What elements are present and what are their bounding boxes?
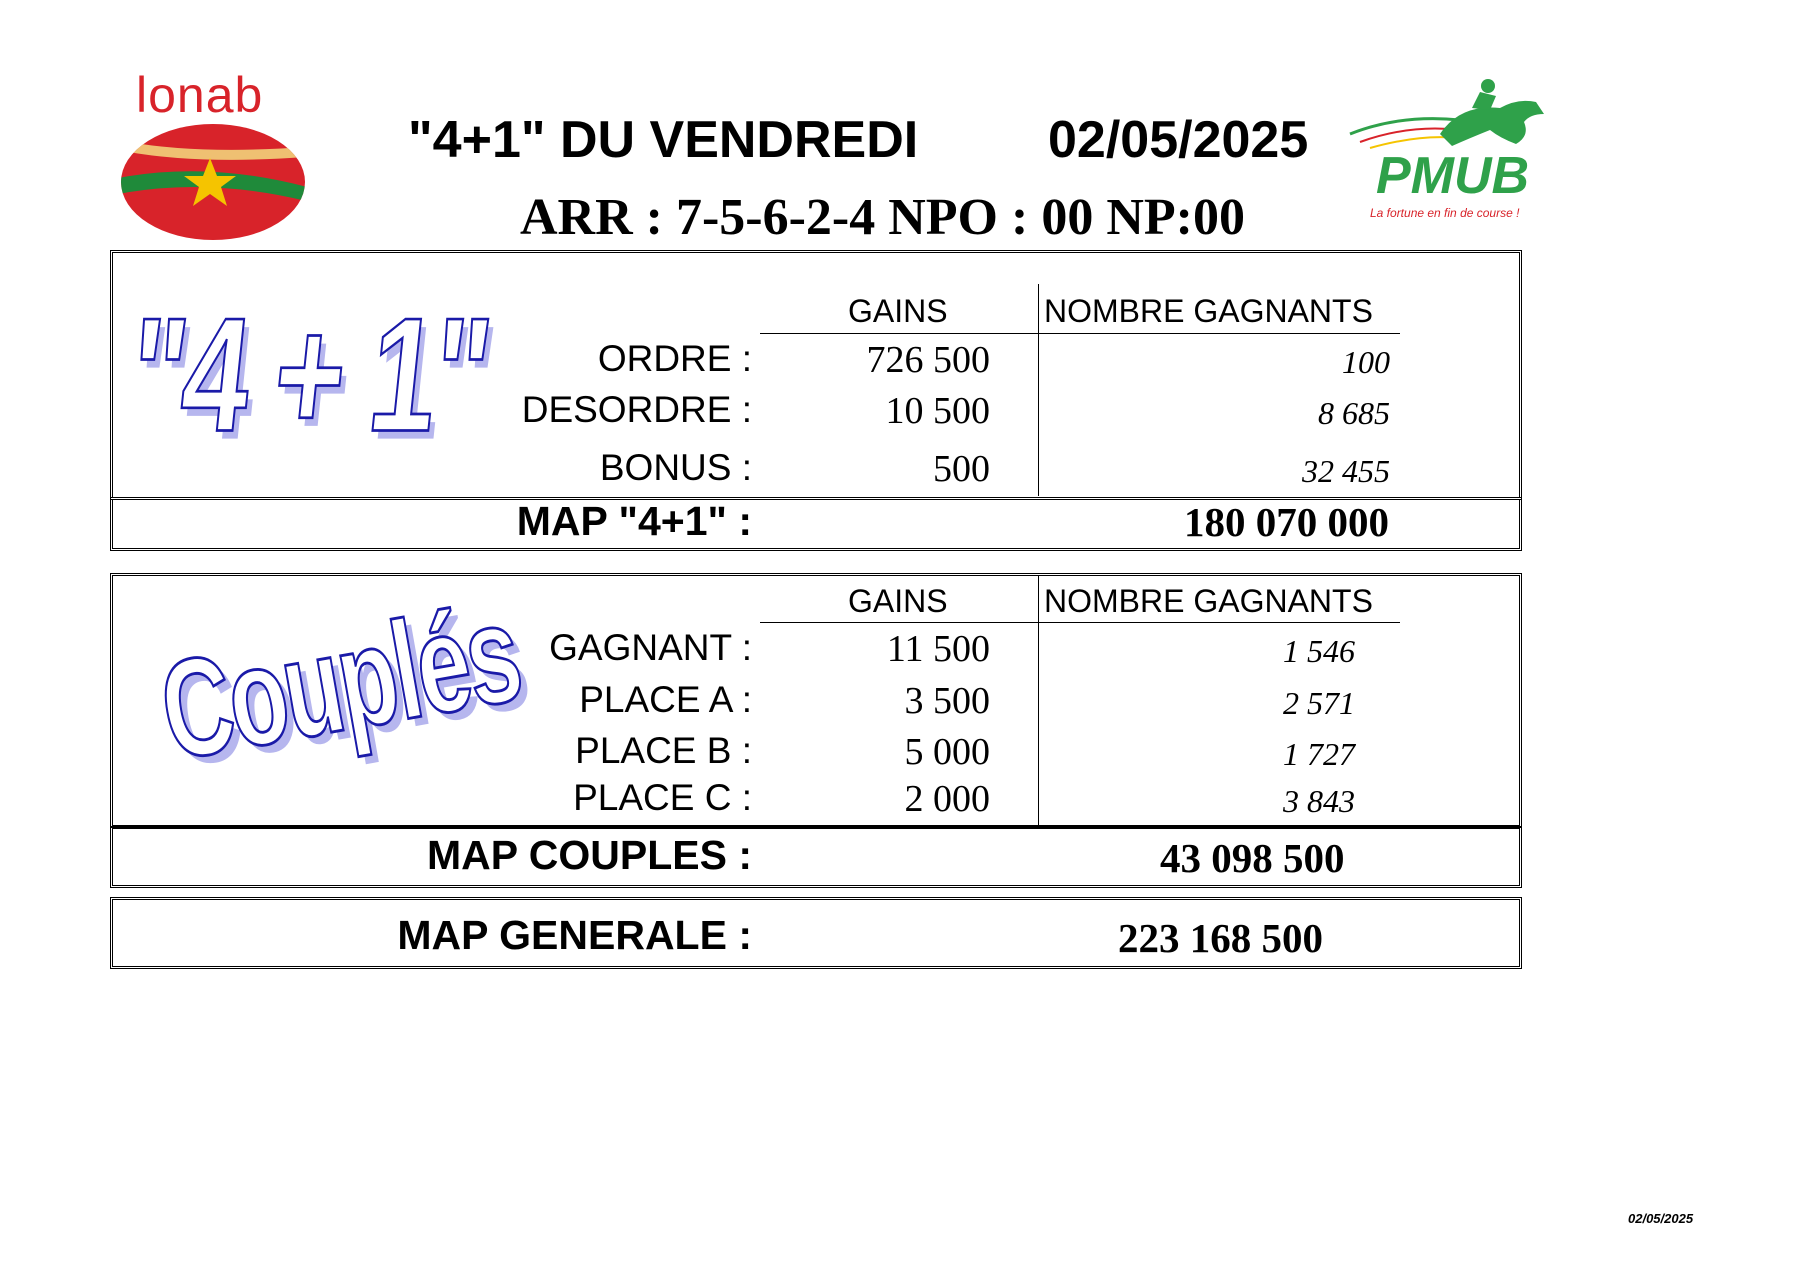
- map-4plus1-label: MAP "4+1" :: [516, 498, 752, 544]
- row-label-place-c: PLACE C :: [573, 777, 752, 818]
- draw-date: 02/05/2025: [1048, 111, 1309, 169]
- map-couples-label: MAP COUPLES :: [427, 832, 752, 878]
- row-label-ordre: ORDRE :: [597, 338, 752, 379]
- gain-desordre: 10 500: [885, 390, 990, 432]
- map-4plus1-value: 180 070 000: [1184, 499, 1389, 545]
- row-label-place-b: PLACE B :: [575, 730, 752, 771]
- column-divider: [1038, 284, 1039, 496]
- row-label-desordre: DESORDRE :: [521, 389, 752, 430]
- footer-date: 02/05/2025: [1628, 1211, 1694, 1226]
- column-divider: [1038, 576, 1039, 826]
- lonab-logo-text: lonab: [136, 67, 264, 123]
- gain-ordre: 726 500: [866, 339, 990, 381]
- header-rule: [760, 333, 1400, 334]
- nombre-place-b: 1 727: [1283, 736, 1355, 772]
- pmub-tagline: La fortune en fin de course !: [1370, 206, 1520, 220]
- gain-bonus: 500: [933, 448, 990, 490]
- gain-place-c: 2 000: [904, 778, 990, 820]
- page-title: "4+1" DU VENDREDI: [408, 111, 919, 169]
- row-label-place-a: PLACE A :: [579, 679, 752, 720]
- col-header-nombre-gagnants: NOMBRE GAGNANTS: [1044, 583, 1373, 619]
- map-generale-value: 223 168 500: [1118, 915, 1323, 961]
- pmub-logo: [1340, 74, 1560, 224]
- pmub-logo-text: PMUB: [1376, 147, 1530, 205]
- badge-4plus1: "4 + 1": [120, 284, 496, 466]
- lonab-emblem-icon: [118, 120, 318, 242]
- result-line: ARR : 7-5-6-2-4 NPO : 00 NP:00: [520, 189, 1245, 246]
- row-label-gagnant: GAGNANT :: [549, 627, 752, 668]
- nombre-place-c: 3 843: [1283, 783, 1355, 819]
- map-couples-value: 43 098 500: [1160, 835, 1345, 881]
- header-rule: [760, 622, 1400, 623]
- nombre-gagnant: 1 546: [1283, 633, 1355, 669]
- nombre-ordre: 100: [1342, 344, 1390, 380]
- map-generale-label: MAP GENERALE :: [397, 912, 752, 958]
- badge-couples: Couplés: [150, 575, 530, 791]
- gain-place-a: 3 500: [904, 680, 990, 722]
- row-label-bonus: BONUS :: [599, 447, 752, 488]
- nombre-desordre: 8 685: [1318, 395, 1390, 431]
- gain-place-b: 5 000: [904, 731, 990, 773]
- col-header-gains: GAINS: [848, 293, 948, 329]
- gain-gagnant: 11 500: [886, 628, 990, 670]
- lonab-logo: [118, 67, 318, 242]
- col-header-nombre-gagnants: NOMBRE GAGNANTS: [1044, 293, 1373, 329]
- nombre-bonus: 32 455: [1302, 453, 1390, 489]
- nombre-place-a: 2 571: [1283, 685, 1355, 721]
- col-header-gains: GAINS: [848, 583, 948, 619]
